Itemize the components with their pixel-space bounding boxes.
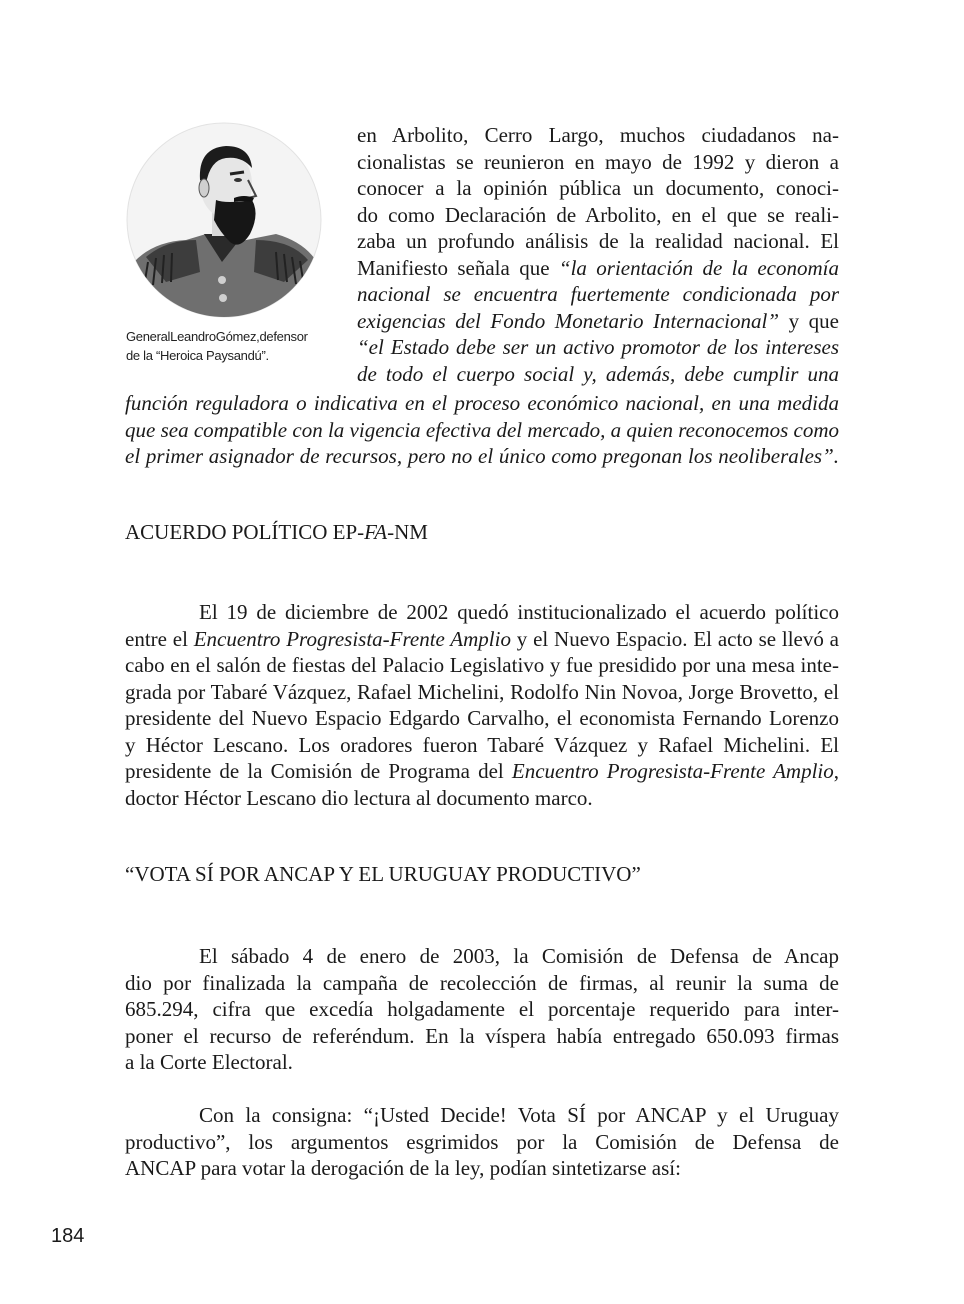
text-line: ANCAP para votar la derogación de la ley, podían sintetizarse así: — [125, 1156, 681, 1180]
heading-run: -NM — [387, 520, 428, 544]
heading-run: ACUERDO POLÍTICO EP- — [125, 520, 365, 544]
text-line: cabo en el salón de fiestas del Palacio Legislativo y fue presidido por una mesa inte- — [125, 653, 839, 677]
section-heading-acuerdo — [125, 520, 428, 545]
text-line: presidente del Nuevo Espacio Edgardo Carvalho, el economista Fernando Lorenzo — [125, 706, 839, 730]
text-line — [125, 626, 839, 653]
text-line: zaba un profundo análisis de la realidad nacional. El — [357, 229, 839, 253]
figure-caption — [126, 327, 346, 365]
portrait-general-leandro-gomez — [126, 122, 322, 318]
text-line: y Héctor Lescano. Los oradores fueron Tabaré Vázquez y Rafael Michelini. El — [125, 732, 839, 757]
text-line: 685.294, cifra que excedía holgadamente el porcentaje requerido para inter- — [125, 997, 839, 1021]
text-line — [357, 308, 839, 335]
text-line: do como Declaración de Arbolito, en el que se reali- — [357, 202, 839, 227]
text-run: Manifiesto señala que — [357, 255, 559, 280]
text-line: El sábado 4 de enero de 2003, la Comisión de Defensa de Ancap — [199, 944, 839, 968]
caption-line-1: GeneralLeandroGómez,defensor — [126, 329, 308, 344]
page-number: 184 — [51, 1225, 85, 1247]
caption-line-2: de la “Heroica Paysandú”. — [126, 348, 269, 363]
section-heading-vota-si: “VOTA SÍ POR ANCAP Y EL URUGUAY PRODUCTIVO” — [125, 862, 641, 886]
text-run: y el Nuevo Espacio. El acto se llevó a — [510, 626, 840, 651]
quote-run: “la orientación de la economía — [558, 255, 839, 280]
text-line — [357, 255, 839, 282]
text-line: El 19 de diciembre de 2002 quedó institucionalizado el acuerdo político — [199, 600, 839, 624]
italic-run: Encuentro Progresista-Frente Amplio — [193, 626, 511, 651]
text-run: presidente de la Comisión de Programa del — [125, 759, 512, 783]
quote-line: función reguladora o indicativa en el proceso económico nacional, en una medida — [125, 391, 839, 415]
quote-line: de todo el cuerpo social y, además, debe cumplir una — [357, 361, 839, 386]
quote-line: “el Estado debe ser un activo promotor de los intereses — [357, 335, 839, 359]
text-line: en Arbolito, Cerro Largo, muchos ciudadanos na- — [357, 123, 839, 147]
quote-line: que sea compatible con la vigencia efectiva del mercado, a quien reconocemos como — [125, 417, 839, 442]
text-line: productivo”, los argumentos esgrimidos por la Comisión de Defensa de — [125, 1129, 839, 1154]
text-line: doctor Héctor Lescano dio lectura al documento marco. — [125, 785, 593, 810]
text-line: dio por finalizada la campaña de recolección de firmas, al reunir la suma de — [125, 970, 839, 995]
text-line: Con la consigna: “¡Usted Decide! Vota SÍ por ANCAP y el Uruguay — [199, 1103, 839, 1127]
heading-run-italic: FA — [364, 520, 388, 544]
text-line: poner el recurso de referéndum. En la víspera había entregado 650.093 firmas — [125, 1023, 839, 1048]
text-run: entre el — [125, 626, 194, 651]
quote-run: exigencias del Fondo Monetario Internacional” — [357, 308, 780, 333]
text-run: , — [833, 759, 839, 783]
text-line — [125, 758, 839, 785]
text-line: a la Corte Electoral. — [125, 1050, 293, 1074]
quote-line: nacional se encuentra fuertemente condicionada por — [357, 282, 839, 306]
quote-line: el primer asignador de recursos, pero no el único como pregonan los neoliberales”. — [125, 444, 839, 468]
text-line: conocer a la opinión pública un documento, conoci- — [357, 176, 839, 200]
text-line: cionalistas se reunieron en mayo de 1992 y dieron a — [357, 149, 839, 174]
text-line: grada por Tabaré Vázquez, Rafael Michelini, Rodolfo Nin Novoa, Jorge Brovetto, el — [125, 679, 839, 704]
italic-run: Encuentro Progresista-Frente Amplio — [511, 759, 834, 783]
text-run: y que — [779, 308, 839, 333]
